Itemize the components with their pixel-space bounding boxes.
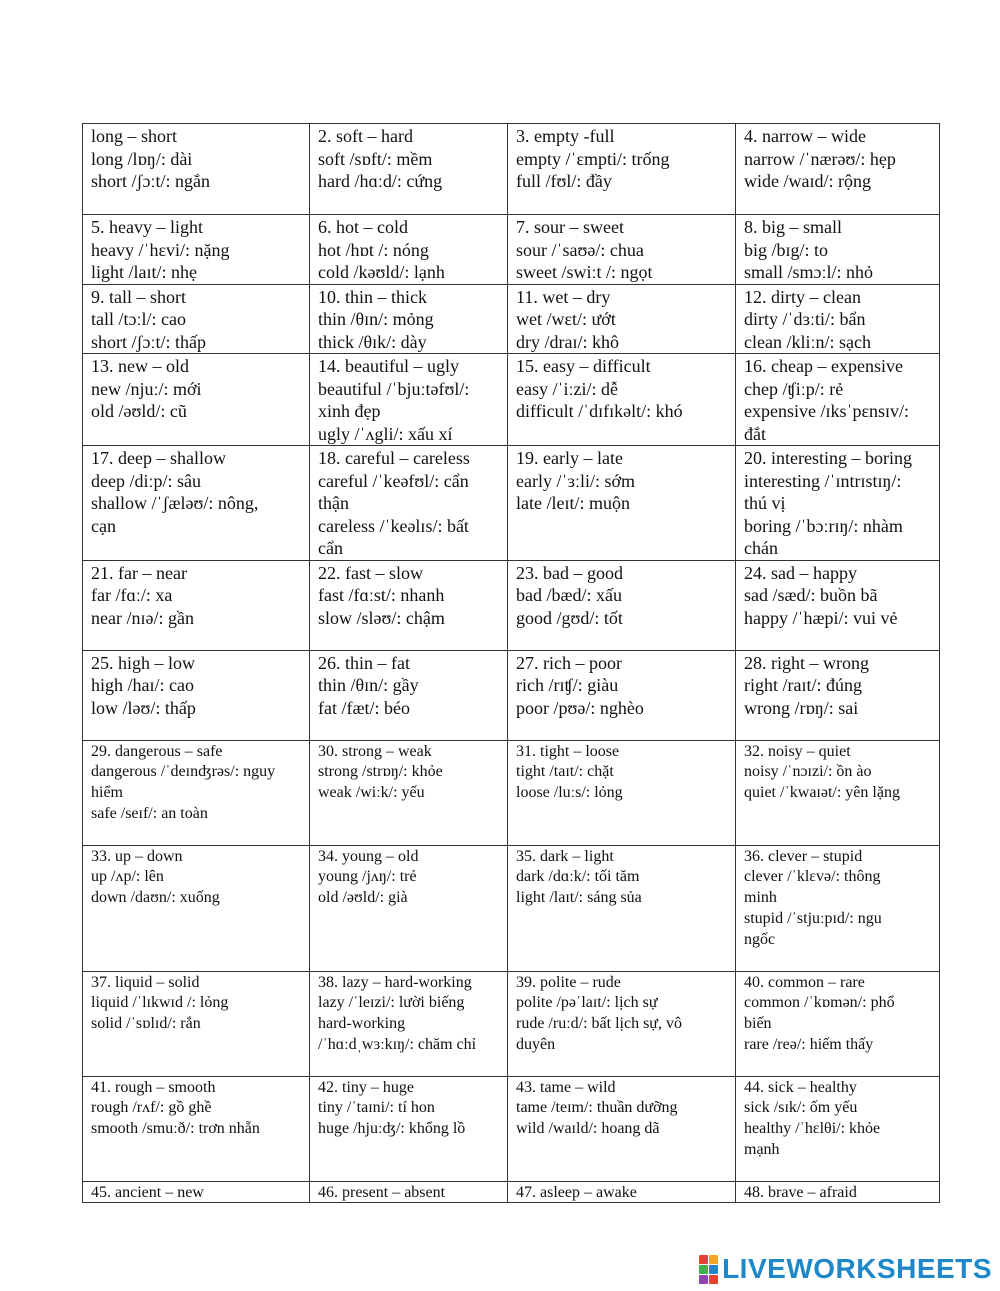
word-pair-cell <box>508 354 736 446</box>
word-pair-cell <box>736 740 940 845</box>
word-definition: cẩn <box>318 538 343 558</box>
word-definition: hard-working <box>318 1015 406 1033</box>
word-definition: light /laɪt/: sáng sủa <box>516 889 642 907</box>
word-pair-title: 42. tiny – huge <box>318 1078 414 1096</box>
word-definition: early /ˈɜːli/: sớm <box>516 470 636 491</box>
word-pair-cell <box>736 124 940 215</box>
word-definition: stupid /ˈstjuːpɪd/: ngu <box>744 909 882 927</box>
table-row <box>83 1076 940 1181</box>
word-definition: tight /taɪt/: chặt <box>516 763 614 781</box>
word-pair-cell <box>508 740 736 845</box>
word-definition: young /jʌŋ/: trẻ <box>318 868 417 886</box>
word-pair-title: 3. empty -full <box>516 126 615 146</box>
word-pair-title: 38. lazy – hard-working <box>318 973 472 991</box>
word-pair-cell <box>83 354 310 446</box>
word-pair-title: 15. easy – difficult <box>516 356 651 376</box>
word-pair-title: 13. new – old <box>91 356 189 376</box>
table-row <box>83 1181 940 1202</box>
word-definition: dry /draɪ/: khô <box>516 331 619 352</box>
word-pair-title: 9. tall – short <box>91 286 186 307</box>
word-definition: dirty /ˈdɜːti/: bẩn <box>744 309 866 329</box>
word-pair-cell <box>83 971 310 1076</box>
word-definition: tame /teɪm/: thuần dưỡng <box>516 1099 678 1117</box>
word-definition: /ˈhɑːdˌwɜːkɪŋ/: chăm chỉ <box>318 1035 477 1053</box>
word-pair-title: 33. up – down <box>91 847 183 865</box>
word-definition: sick /sɪk/: ốm yếu <box>744 1099 858 1117</box>
word-definition: quiet /ˈkwaɪət/: yên lặng <box>744 784 900 802</box>
word-definition: deep /diːp/: sâu <box>91 470 201 491</box>
table-row <box>83 446 940 561</box>
word-pair-cell <box>83 124 310 215</box>
word-definition: loose /luːs/: lỏng <box>516 784 623 802</box>
word-pair-title: 44. sick – healthy <box>744 1078 857 1096</box>
word-definition: thin /θɪn/: gầy <box>318 675 419 695</box>
word-pair-title: 24. sad – happy <box>744 562 857 583</box>
word-pair-title: 25. high – low <box>91 652 196 673</box>
word-definition: far /fɑː/: xa <box>91 585 173 605</box>
word-pair-cell <box>736 845 940 971</box>
word-pair-title: 16. cheap – expensive <box>744 356 903 376</box>
word-pair-cell <box>310 1181 508 1202</box>
word-definition: small /smɔːl/: nhỏ <box>744 262 873 282</box>
word-pair-title: 31. tight – loose <box>516 742 620 760</box>
word-pair-cell <box>508 650 736 740</box>
word-pair-title: 12. dirty – clean <box>744 286 861 307</box>
word-definition: wrong /rɒŋ/: sai <box>744 697 859 718</box>
word-definition: narrow /ˈnærəʊ/: hẹp <box>744 148 896 169</box>
vocabulary-table <box>82 123 940 1203</box>
word-definition: difficult /ˈdɪfɪkəlt/: khó <box>516 401 683 421</box>
word-definition: near /nɪə/: gần <box>91 607 194 628</box>
word-pair-title: 35. dark – light <box>516 847 614 865</box>
word-definition: healthy /ˈhɛlθi/: khỏe <box>744 1120 881 1138</box>
word-definition: sad /sæd/: buồn bã <box>744 585 878 605</box>
word-definition: wild /waɪld/: hoang dã <box>516 1120 660 1138</box>
word-pair-cell <box>736 560 940 650</box>
word-definition: thú vị <box>744 493 786 513</box>
word-definition: liquid /ˈlɪkwɪd /: lỏng <box>91 994 229 1012</box>
word-definition: tall /tɔːl/: cao <box>91 309 186 329</box>
word-definition: rare /reə/: hiếm thấy <box>744 1035 874 1053</box>
table-row <box>83 845 940 971</box>
word-pair-cell <box>83 1076 310 1181</box>
word-definition: shallow /ˈʃæləʊ/: nông, <box>91 493 259 513</box>
word-definition: ugly /ˈʌgli/: xấu xí <box>318 423 453 444</box>
word-pair-title: 37. liquid – solid <box>91 973 200 991</box>
word-definition: thick /θɪk/: dày <box>318 331 427 352</box>
word-pair-title: 47. asleep – awake <box>516 1183 637 1201</box>
word-definition: low /ləʊ/: thấp <box>91 697 196 718</box>
word-pair-title: 30. strong – weak <box>318 742 432 760</box>
word-pair-title: 10. thin – thick <box>318 286 427 307</box>
word-pair-title: 34. young – old <box>318 847 419 865</box>
table-row <box>83 124 940 215</box>
word-definition: light /laɪt/: nhẹ <box>91 262 197 282</box>
word-definition: clean /kliːn/: sạch <box>744 331 871 352</box>
word-pair-cell <box>310 650 508 740</box>
word-definition: clever /ˈklɛvə/: thông <box>744 868 881 886</box>
word-pair-cell <box>508 284 736 354</box>
word-definition: huge /hjuːʤ/: khổng lồ <box>318 1120 466 1138</box>
word-pair-title: 18. careful – careless <box>318 448 470 468</box>
word-definition: careful /ˈkeəfʊl/: cẩn <box>318 470 469 491</box>
table-row <box>83 215 940 285</box>
word-definition: right /raɪt/: đúng <box>744 675 862 695</box>
word-definition: expensive /ɪksˈpɛnsɪv/: <box>744 401 910 421</box>
word-definition: full /fʊl/: đầy <box>516 171 612 191</box>
word-pair-title: 26. thin – fat <box>318 652 410 673</box>
word-pair-title: 17. deep – shallow <box>91 448 226 468</box>
word-pair-title: 11. wet – dry <box>516 286 611 307</box>
word-definition: sweet /swiːt /: ngọt <box>516 262 653 282</box>
word-pair-cell <box>310 740 508 845</box>
word-pair-cell <box>83 845 310 971</box>
word-definition: noisy /ˈnɔɪzi/: ồn ào <box>744 763 872 781</box>
logo-mark-icon <box>699 1255 718 1284</box>
word-definition: hiểm <box>91 784 123 802</box>
word-definition: hard /hɑːd/: cứng <box>318 171 443 191</box>
word-definition: poor /pʊə/: nghèo <box>516 697 644 718</box>
word-definition: hot /hɒt /: nóng <box>318 239 429 260</box>
table-row <box>83 354 940 446</box>
word-definition: rough /rʌf/: gồ ghề <box>91 1099 212 1117</box>
word-definition: smooth /smuːð/: trơn nhẵn <box>91 1120 260 1138</box>
word-definition: thận <box>318 493 349 513</box>
word-pair-cell <box>310 354 508 446</box>
word-pair-cell <box>508 845 736 971</box>
word-pair-cell <box>310 284 508 354</box>
word-definition: old /əʊld/: cũ <box>91 401 187 421</box>
word-definition: good /gʊd/: tốt <box>516 607 623 628</box>
word-definition: thin /θɪn/: mỏng <box>318 309 434 329</box>
word-pair-title: 28. right – wrong <box>744 652 869 673</box>
word-definition: fat /fæt/: béo <box>318 697 410 718</box>
word-definition: high /haɪ/: cao <box>91 675 194 695</box>
word-definition: wet /wɛt/: ướt <box>516 309 616 329</box>
word-definition: mạnh <box>744 1140 780 1158</box>
word-definition: short /ʃɔːt/: ngắn <box>91 171 210 191</box>
word-definition: down /daʊn/: xuống <box>91 889 220 907</box>
word-definition: long /lɒŋ/: dài <box>91 148 193 169</box>
word-pair-cell <box>310 1076 508 1181</box>
word-pair-title: 46. present – absent <box>318 1183 446 1201</box>
word-definition: dark /dɑːk/: tối tăm <box>516 868 640 886</box>
word-definition: safe /seɪf/: an toàn <box>91 804 208 822</box>
word-definition: common /ˈkɒmən/: phổ <box>744 994 895 1012</box>
word-pair-title: 14. beautiful – ugly <box>318 356 459 376</box>
word-definition: rude /ruːd/: bất lịch sự, vô <box>516 1015 682 1033</box>
word-definition: slow /sləʊ/: chậm <box>318 607 445 628</box>
word-pair-cell <box>508 971 736 1076</box>
word-pair-title: 45. ancient – new <box>91 1183 204 1201</box>
word-pair-cell <box>83 446 310 561</box>
word-pair-cell <box>736 1181 940 1202</box>
word-pair-cell <box>736 446 940 561</box>
word-definition: sour /ˈsaʊə/: chua <box>516 239 644 260</box>
word-pair-title: 21. far – near <box>91 562 187 583</box>
word-pair-cell <box>83 560 310 650</box>
word-definition: up /ʌp/: lên <box>91 868 164 886</box>
word-pair-cell <box>310 845 508 971</box>
word-definition: soft /sɒft/: mềm <box>318 148 433 169</box>
word-pair-cell <box>508 1181 736 1202</box>
word-pair-title: 8. big – small <box>744 217 842 237</box>
word-definition: weak /wiːk/: yếu <box>318 784 425 802</box>
word-pair-title: 48. brave – afraid <box>744 1183 857 1201</box>
word-definition: tiny /ˈtaɪni/: tí hon <box>318 1099 435 1117</box>
word-pair-title: 27. rich – poor <box>516 652 622 673</box>
word-definition: late /leɪt/: muộn <box>516 493 630 513</box>
word-pair-title: 7. sour – sweet <box>516 217 624 237</box>
word-pair-cell <box>508 446 736 561</box>
word-definition: new /njuː/: mới <box>91 378 202 399</box>
word-definition: interesting /ˈɪntrɪstɪŋ/: <box>744 470 902 491</box>
word-definition: empty /ˈɛmpti/: trống <box>516 148 670 169</box>
word-pair-title: 23. bad – good <box>516 562 623 583</box>
word-definition: biến <box>744 1015 772 1033</box>
word-definition: ngốc <box>744 930 776 948</box>
word-pair-cell <box>310 124 508 215</box>
table-row <box>83 971 940 1076</box>
word-definition: duyên <box>516 1035 556 1053</box>
word-pair-title: 22. fast – slow <box>318 562 423 583</box>
word-definition: rich /rɪʧ/: giàu <box>516 675 619 695</box>
word-pair-cell <box>310 560 508 650</box>
word-pair-title: 43. tame – wild <box>516 1078 616 1096</box>
word-definition: boring /ˈbɔːrɪŋ/: nhàm <box>744 515 903 536</box>
word-pair-title: 29. dangerous – safe <box>91 742 223 760</box>
table-row <box>83 284 940 354</box>
word-definition: lazy /ˈleɪzi/: lười biếng <box>318 994 465 1012</box>
word-pair-cell <box>508 124 736 215</box>
word-definition: chep /ʧiːp/: rẻ <box>744 378 844 399</box>
word-definition: dangerous /ˈdeɪnʤrəs/: nguy <box>91 763 276 781</box>
liveworksheets-logo <box>699 1253 992 1285</box>
word-pair-cell <box>736 971 940 1076</box>
word-definition: solid /ˈsɒlɪd/: rắn <box>91 1015 201 1033</box>
word-definition: bad /bæd/: xấu <box>516 585 622 605</box>
table-row <box>83 560 940 650</box>
word-pair-cell <box>310 971 508 1076</box>
word-definition: easy /ˈiːzi/: dễ <box>516 378 618 399</box>
word-pair-title: long – short <box>91 126 178 146</box>
word-pair-cell <box>736 284 940 354</box>
word-pair-cell <box>736 215 940 285</box>
word-definition: careless /ˈkeəlɪs/: bất <box>318 515 469 536</box>
word-pair-cell <box>310 446 508 561</box>
word-definition: strong /strɒŋ/: khỏe <box>318 763 443 781</box>
word-definition: polite /pəˈlaɪt/: lịch sự <box>516 994 658 1012</box>
word-pair-title: 4. narrow – wide <box>744 126 866 146</box>
word-definition: minh <box>744 889 777 907</box>
word-definition: fast /fɑːst/: nhanh <box>318 585 445 605</box>
word-pair-title: 39. polite – rude <box>516 973 621 991</box>
word-pair-title: 20. interesting – boring <box>744 448 912 468</box>
word-pair-title: 36. clever – stupid <box>744 847 863 865</box>
word-pair-cell <box>83 284 310 354</box>
word-pair-cell <box>508 560 736 650</box>
word-pair-title: 40. common – rare <box>744 973 865 991</box>
word-definition: cold /kəʊld/: lạnh <box>318 262 445 282</box>
word-definition: đắt <box>744 423 766 444</box>
word-pair-cell <box>508 215 736 285</box>
word-pair-cell <box>508 1076 736 1181</box>
word-definition: chán <box>744 538 778 558</box>
word-pair-cell <box>310 215 508 285</box>
word-pair-cell <box>736 1076 940 1181</box>
word-pair-title: 6. hot – cold <box>318 217 408 237</box>
word-definition: cạn <box>91 515 116 536</box>
word-pair-cell <box>83 650 310 740</box>
table-row <box>83 650 940 740</box>
word-definition: old /əʊld/: già <box>318 889 408 907</box>
word-pair-title: 41. rough – smooth <box>91 1078 216 1096</box>
word-pair-cell <box>736 354 940 446</box>
word-pair-cell <box>736 650 940 740</box>
word-definition: wide /waɪd/: rộng <box>744 171 871 191</box>
word-pair-cell <box>83 215 310 285</box>
word-pair-title: 5. heavy – light <box>91 217 203 237</box>
logo-text: LIVEWORKSHEETS <box>722 1253 992 1284</box>
word-definition: heavy /ˈhɛvi/: nặng <box>91 239 230 260</box>
word-pair-title: 2. soft – hard <box>318 126 413 146</box>
word-definition: beautiful /ˈbjuːtəfʊl/: <box>318 378 470 399</box>
word-definition: short /ʃɔːt/: thấp <box>91 331 206 352</box>
word-pair-cell <box>83 1181 310 1202</box>
word-pair-title: 19. early – late <box>516 448 623 468</box>
word-definition: xinh đẹp <box>318 401 381 421</box>
word-pair-cell <box>83 740 310 845</box>
word-definition: happy /ˈhæpi/: vui vẻ <box>744 607 898 628</box>
word-definition: big /bɪg/: to <box>744 239 829 260</box>
word-pair-title: 32. noisy – quiet <box>744 742 851 760</box>
table-row <box>83 740 940 845</box>
